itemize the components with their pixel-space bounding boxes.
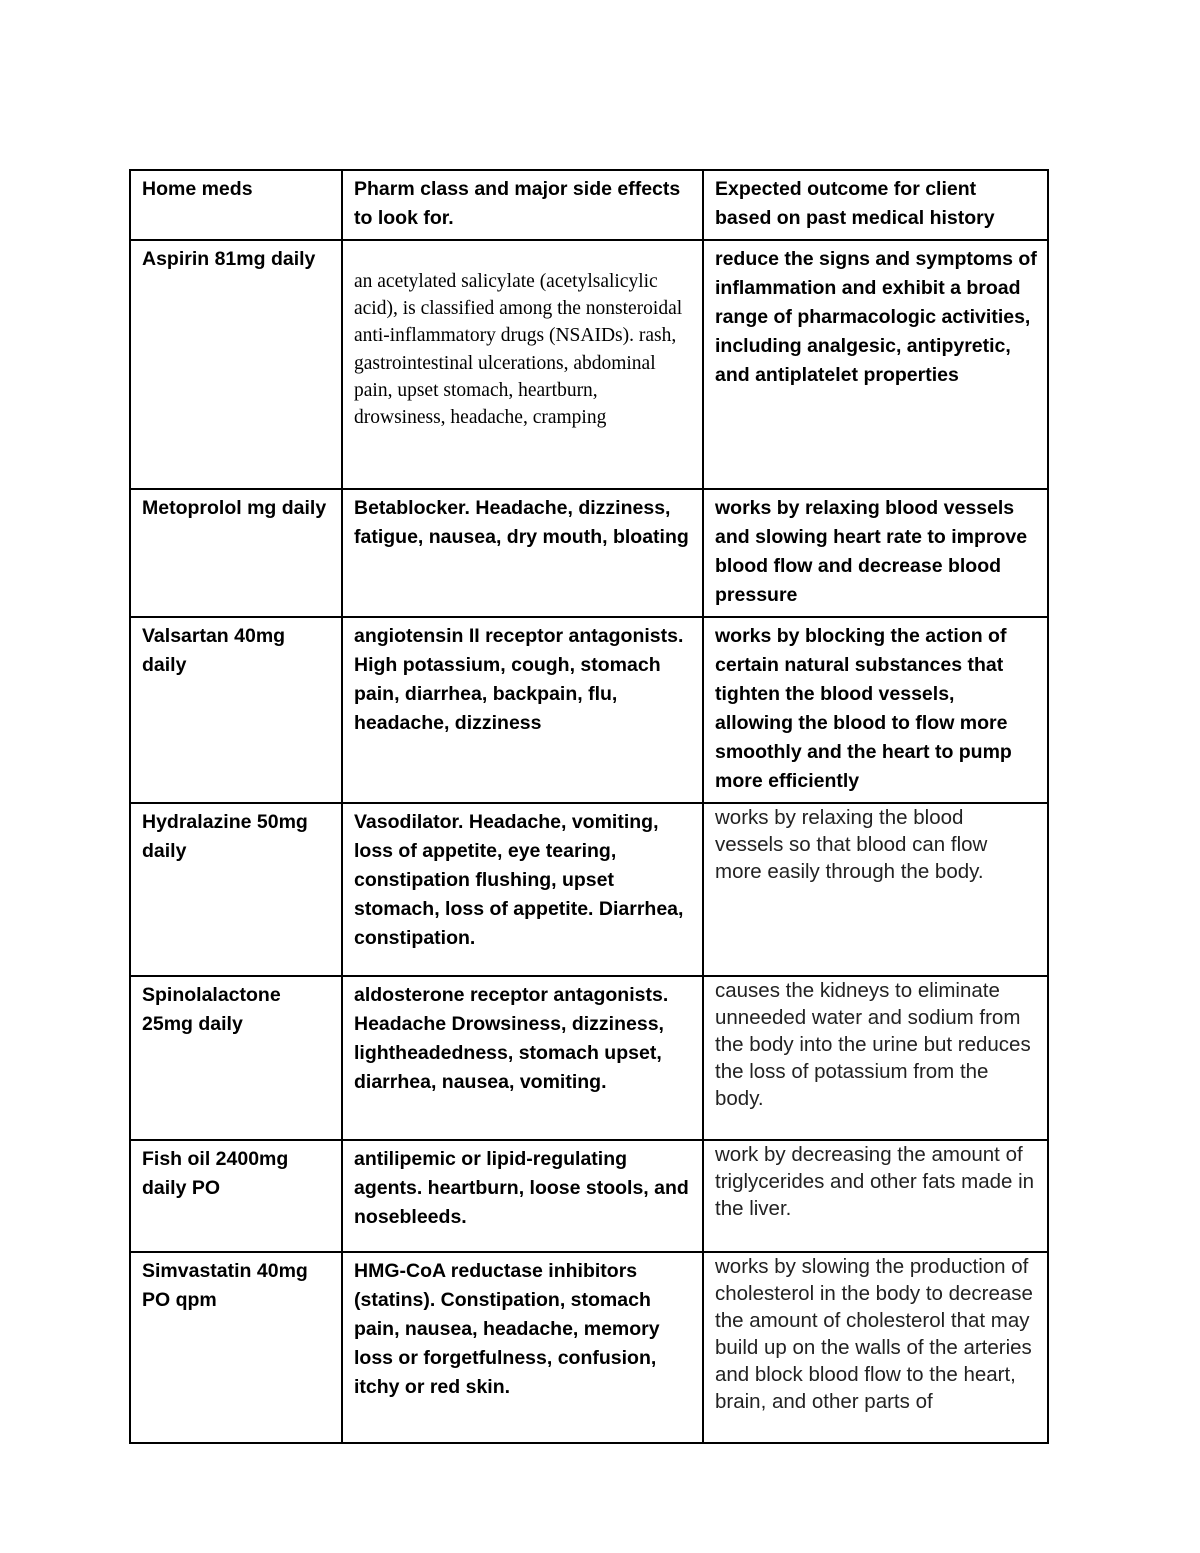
header-expected-outcome: Expected outcome for client based on past medical history	[703, 170, 1048, 240]
outcome-cell: works by relaxing blood vessels and slowing heart rate to improve blood flow and decrease blood pressure	[703, 489, 1048, 617]
pharm-class-cell: antilipemic or lipid-regulating agents. heartburn, loose stools, and nosebleeds.	[342, 1140, 703, 1252]
header-pharm-class: Pharm class and major side effects to look for.	[342, 170, 703, 240]
outcome-cell: reduce the signs and symptoms of inflammation and exhibit a broad range of pharmacologic activities, including analgesic, antipyretic, and antiplatelet properties	[703, 240, 1048, 489]
pharm-class-cell: aldosterone receptor antagonists. Headache Drowsiness, dizziness, lightheadedness, stomach upset, diarrhea, nausea, vomiting.	[342, 976, 703, 1140]
pharm-class-cell: HMG-CoA reductase inhibitors (statins). Constipation, stomach pain, nausea, headache, memory loss or forgetfulness, confusion, itchy or red skin.	[342, 1252, 703, 1443]
outcome-cell: work by decreasing the amount of triglycerides and other fats made in the liver.	[703, 1140, 1048, 1252]
pharm-class-cell: Vasodilator. Headache, vomiting, loss of appetite, eye tearing, constipation flushing, upset stomach, loss of appetite. Diarrhea, constipation.	[342, 803, 703, 976]
table-row	[130, 489, 1048, 617]
table-header-row	[130, 170, 1048, 240]
pharm-class-cell: Betablocker. Headache, dizziness, fatigue, nausea, dry mouth, bloating	[342, 489, 703, 617]
med-name-cell: Aspirin 81mg daily	[130, 240, 342, 489]
outcome-cell: works by slowing the production of cholesterol in the body to decrease the amount of cholesterol that may build up on the walls of the arteries and block blood flow to the heart, brain, and other parts of	[703, 1252, 1048, 1443]
outcome-cell: works by relaxing the blood vessels so that blood can flow more easily through the body.	[703, 803, 1048, 976]
outcome-cell: causes the kidneys to eliminate unneeded water and sodium from the body into the urine but reduces the loss of potassium from the body.	[703, 976, 1048, 1140]
table-row	[130, 240, 1048, 489]
outcome-cell: works by blocking the action of certain natural substances that tighten the blood vessels, allowing the blood to flow more smoothly and the heart to pump more efficiently	[703, 617, 1048, 803]
table-row	[130, 617, 1048, 803]
med-name-cell: Hydralazine 50mg daily	[130, 803, 342, 976]
pharm-class-cell: angiotensin II receptor antagonists. High potassium, cough, stomach pain, diarrhea, backpain, flu, headache, dizziness	[342, 617, 703, 803]
med-name-cell: Simvastatin 40mg PO qpm	[130, 1252, 342, 1443]
med-name-cell: Valsartan 40mg daily	[130, 617, 342, 803]
table-row	[130, 976, 1048, 1140]
home-meds-table	[129, 169, 1049, 1444]
table-row	[130, 803, 1048, 976]
table-row	[130, 1140, 1048, 1252]
med-name-cell: Spinolalactone 25mg daily	[130, 976, 342, 1140]
pharm-class-cell: an acetylated salicylate (acetylsalicylic acid), is classified among the nonsteroidal anti-inflammatory drugs (NSAIDs). rash, gastrointestinal ulcerations, abdominal pain, upset stomach, heartburn, drowsiness, headache, cramping	[342, 240, 703, 489]
header-home-meds: Home meds	[130, 170, 342, 240]
table-row	[130, 1252, 1048, 1443]
med-name-cell: Metoprolol mg daily	[130, 489, 342, 617]
med-name-cell: Fish oil 2400mg daily PO	[130, 1140, 342, 1252]
